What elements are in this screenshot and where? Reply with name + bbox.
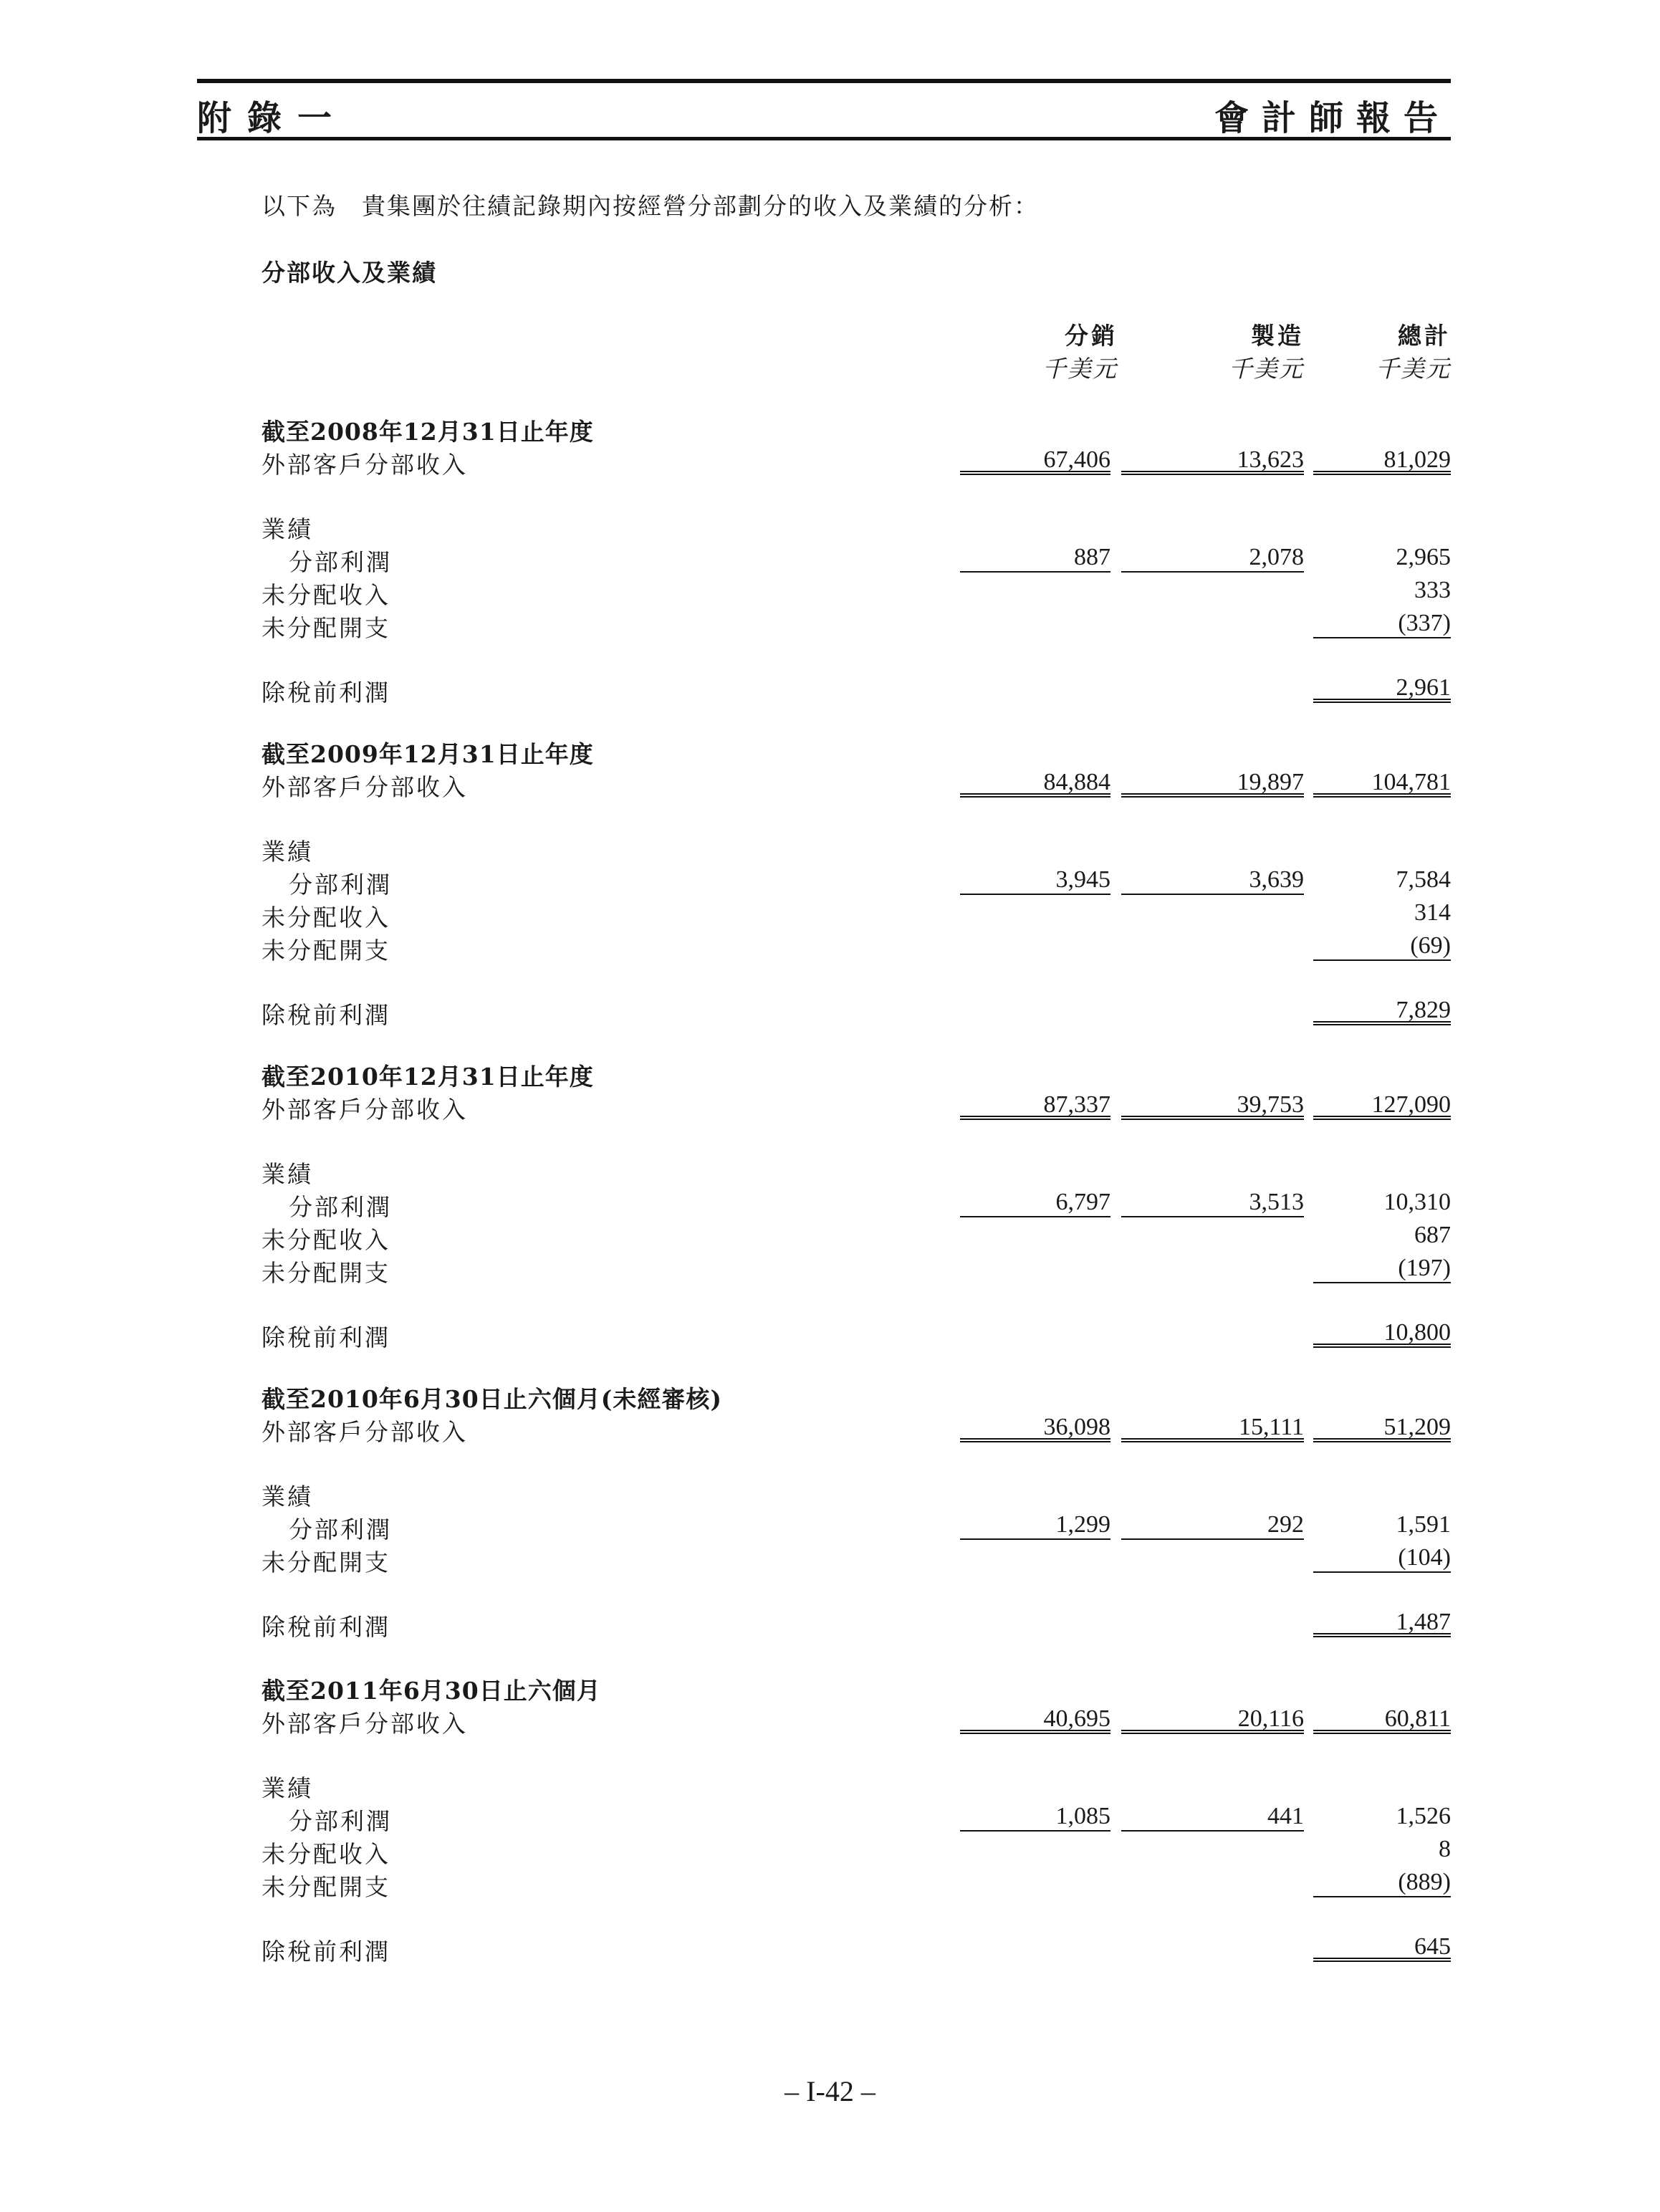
unallocated-expenses-label: 未分配開支 [262, 1259, 390, 1287]
period-title-row [262, 1672, 1451, 1705]
segment-profit-label: 分部利潤 [289, 1193, 392, 1221]
revenue-row [262, 1414, 1451, 1447]
segment-profit-total: 1,526 [1396, 1803, 1451, 1829]
segment-profit-manufacturing: 2,078 [1121, 544, 1304, 573]
revenue-row [262, 1091, 1451, 1124]
results-heading-row [262, 1156, 1451, 1189]
period-title-row [262, 1058, 1451, 1091]
revenue-distribution: 87,337 [960, 1091, 1110, 1120]
unallocated-income-row [262, 899, 1451, 932]
results-heading-row [262, 1478, 1451, 1511]
revenue-row [262, 446, 1451, 479]
unallocated-expenses-total: (104) [1313, 1544, 1451, 1573]
revenue-total: 81,029 [1313, 446, 1451, 475]
unallocated-expenses-total: (337) [1313, 610, 1451, 638]
revenue-manufacturing: 19,897 [1121, 769, 1304, 798]
profit-before-tax-total: 10,800 [1313, 1319, 1451, 1348]
unallocated-expenses-label: 未分配開支 [262, 1548, 390, 1576]
segment-profit-manufacturing: 3,513 [1121, 1189, 1304, 1217]
profit-before-tax-label: 除稅前利潤 [262, 1613, 390, 1641]
revenue-distribution: 84,884 [960, 769, 1110, 798]
segment-profit-total: 2,965 [1396, 544, 1451, 570]
unallocated-expenses-label: 未分配開支 [262, 937, 390, 964]
period-title: 截至2011年6月30日止六個月 [262, 1677, 601, 1705]
profit-before-tax-row [262, 1319, 1451, 1352]
segment-profit-row [262, 1189, 1451, 1222]
page-number: – I-42 – [785, 2075, 875, 2107]
period-title-row [262, 413, 1451, 446]
section-title: 分部收入及業績 [262, 259, 437, 287]
unallocated-expenses-row [262, 932, 1451, 965]
results-label: 業績 [262, 1774, 313, 1802]
segment-profit-total: 7,584 [1396, 866, 1451, 893]
revenue-row [262, 1705, 1451, 1738]
results-label: 業績 [262, 515, 313, 543]
unallocated-expenses-row [262, 1255, 1451, 1288]
unallocated-income-label: 未分配收入 [262, 1226, 390, 1254]
profit-before-tax-label: 除稅前利潤 [262, 1323, 390, 1351]
unallocated-expenses-total: (197) [1313, 1255, 1451, 1283]
revenue-row [262, 769, 1451, 802]
revenue-total: 104,781 [1313, 769, 1451, 798]
unallocated-income-total: 687 [1414, 1222, 1451, 1248]
unallocated-income-row [262, 1836, 1451, 1869]
segment-profit-manufacturing: 3,639 [1121, 866, 1304, 895]
column-name: 總計 [1398, 322, 1451, 350]
results-label: 業績 [262, 1160, 313, 1188]
revenue-manufacturing: 13,623 [1121, 446, 1304, 475]
segment-profit-distribution: 1,085 [960, 1803, 1110, 1832]
segment-profit-total: 10,310 [1383, 1189, 1451, 1215]
unallocated-expenses-total: (69) [1313, 932, 1451, 961]
profit-before-tax-row [262, 1933, 1451, 1966]
unallocated-income-total: 8 [1439, 1836, 1451, 1862]
profit-before-tax-label: 除稅前利潤 [262, 1938, 390, 1966]
profit-before-tax-total: 7,829 [1313, 997, 1451, 1025]
segment-profit-row [262, 544, 1451, 577]
period-title: 截至2010年6月30日止六個月(未經審核) [262, 1385, 722, 1413]
page-header [197, 79, 1451, 140]
profit-before-tax-label: 除稅前利潤 [262, 679, 390, 707]
unallocated-income-label: 未分配收入 [262, 1840, 390, 1868]
revenue-distribution: 36,098 [960, 1414, 1110, 1442]
revenue-label: 外部客戶分部收入 [262, 451, 468, 479]
segment-profit-label: 分部利潤 [289, 1516, 392, 1543]
period-title-row [262, 736, 1451, 769]
unallocated-income-total: 333 [1414, 577, 1451, 603]
revenue-total: 127,090 [1313, 1091, 1451, 1120]
segment-profit-label: 分部利潤 [289, 1807, 392, 1835]
column-header-distribution [960, 320, 1118, 386]
revenue-total: 60,811 [1313, 1705, 1451, 1734]
unallocated-expenses-total: (889) [1313, 1869, 1451, 1897]
unallocated-income-row [262, 577, 1451, 610]
unallocated-expenses-label: 未分配開支 [262, 614, 390, 642]
column-name: 分銷 [1065, 322, 1118, 350]
unallocated-income-label: 未分配收入 [262, 581, 390, 609]
segment-profit-manufacturing: 441 [1121, 1803, 1304, 1832]
segment-profit-distribution: 887 [960, 544, 1110, 573]
revenue-distribution: 67,406 [960, 446, 1110, 475]
segment-profit-label: 分部利潤 [289, 548, 392, 576]
revenue-manufacturing: 39,753 [1121, 1091, 1304, 1120]
profit-before-tax-total: 1,487 [1313, 1609, 1451, 1637]
column-name: 製造 [1251, 322, 1304, 350]
profit-before-tax-row [262, 674, 1451, 707]
profit-before-tax-row [262, 1609, 1451, 1642]
intro-text: 以下為 貴集團於往績記錄期內按經營分部劃分的收入及業績的分析： [262, 192, 1039, 220]
profit-before-tax-row [262, 997, 1451, 1030]
column-header-manufacturing [1146, 320, 1304, 386]
revenue-total: 51,209 [1313, 1414, 1451, 1442]
column-header-total [1293, 320, 1451, 386]
unallocated-income-label: 未分配收入 [262, 904, 390, 932]
revenue-label: 外部客戶分部收入 [262, 1710, 468, 1738]
segment-profit-distribution: 1,299 [960, 1511, 1110, 1540]
results-heading-row [262, 833, 1451, 866]
unallocated-expenses-row [262, 1544, 1451, 1577]
segment-profit-row [262, 1803, 1451, 1836]
unallocated-expenses-row [262, 1869, 1451, 1902]
unallocated-expenses-row [262, 610, 1451, 643]
profit-before-tax-label: 除稅前利潤 [262, 1001, 390, 1029]
report-title: 會計師報告 [1214, 98, 1451, 138]
appendix-label: 附錄一 [197, 98, 348, 138]
revenue-distribution: 40,695 [960, 1705, 1110, 1734]
period-title: 截至2008年12月31日止年度 [262, 418, 594, 446]
results-heading-row [262, 1770, 1451, 1803]
segment-profit-distribution: 3,945 [960, 866, 1110, 895]
column-unit: 千美元 [1376, 355, 1451, 383]
unallocated-income-total: 314 [1414, 899, 1451, 926]
segment-profit-total: 1,591 [1396, 1511, 1451, 1538]
revenue-label: 外部客戶分部收入 [262, 1418, 468, 1446]
segment-profit-row [262, 866, 1451, 899]
revenue-label: 外部客戶分部收入 [262, 1096, 468, 1124]
unallocated-expenses-label: 未分配開支 [262, 1873, 390, 1901]
segment-profit-row [262, 1511, 1451, 1544]
segment-profit-manufacturing: 292 [1121, 1511, 1304, 1540]
period-title-row [262, 1381, 1451, 1414]
results-label: 業績 [262, 838, 313, 866]
revenue-manufacturing: 20,116 [1121, 1705, 1304, 1734]
results-label: 業績 [262, 1483, 313, 1510]
profit-before-tax-total: 2,961 [1313, 674, 1451, 703]
profit-before-tax-total: 645 [1313, 1933, 1451, 1962]
segment-profit-label: 分部利潤 [289, 871, 392, 899]
revenue-manufacturing: 15,111 [1121, 1414, 1304, 1442]
period-title: 截至2009年12月31日止年度 [262, 740, 594, 768]
segment-profit-distribution: 6,797 [960, 1189, 1110, 1217]
column-unit: 千美元 [1042, 355, 1118, 383]
revenue-label: 外部客戶分部收入 [262, 773, 468, 801]
column-unit: 千美元 [1229, 355, 1304, 383]
unallocated-income-row [262, 1222, 1451, 1255]
results-heading-row [262, 511, 1451, 544]
period-title: 截至2010年12月31日止年度 [262, 1063, 594, 1091]
